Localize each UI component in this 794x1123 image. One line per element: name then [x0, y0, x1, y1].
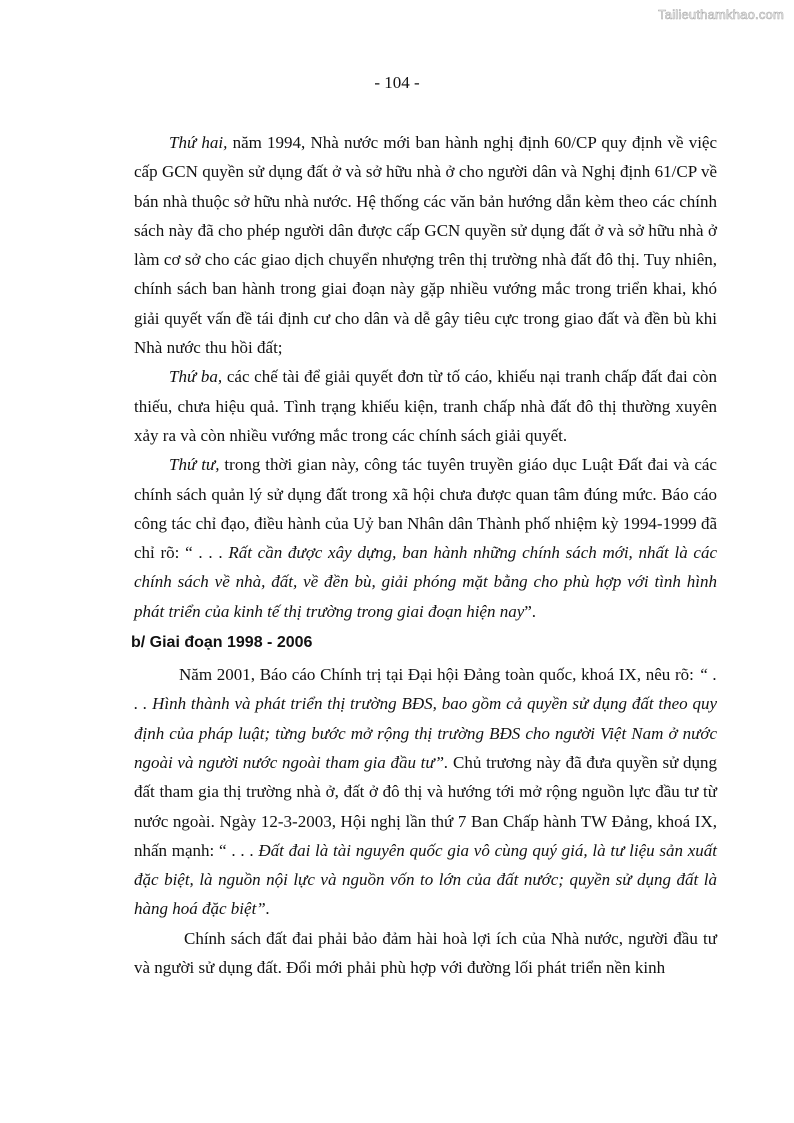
paragraph-nam-2001: [134, 660, 717, 924]
paragraph-lead: Thứ hai,: [169, 133, 228, 152]
paragraph-quote: Đất đai là tài nguyên quốc gia vô cùng quý giá, là tư liệu sản xuất đặc biệt, là nguồn nội lực và nguồn vốn to lớn của đất nước; quyền sử dụng đất là hàng hoá đặc biệt”.: [134, 840, 717, 919]
paragraph-thu-ba: [134, 362, 717, 450]
paragraph-chinh-sach: Chính sách đất đai phải bảo đảm hài hoà lợi ích của Nhà nước, người đầu tư và người sử dụng đất. Đổi mới phải phù hợp với đường lối phát triển nền kinh: [134, 928, 717, 978]
paragraph-text: ”.: [524, 601, 537, 621]
paragraph-text: các chế tài để giải quyết đơn từ tố cáo, khiếu nại tranh chấp đất đai còn thiếu, chưa hiệu quả. Tình trạng khiếu kiện, tranh chấp nhà đất đô thị thường xuyên xảy ra và còn nhiều vướng mắc trong các chính sách giải quyết.: [134, 367, 717, 445]
paragraph-lead: Thứ tư,: [169, 455, 220, 475]
watermark: Tailieuthamkhao.com: [658, 7, 784, 22]
paragraph-quote: Rất cần được xây dựng, ban hành những chính sách mới, nhất là các chính sách về nhà, đất, về đền bù, giải phóng mặt bằng cho phù hợp với tình hình phát triển của kinh tế thị trường trong giai đoạn hiện nay: [134, 543, 718, 621]
paragraph-text: trong thời gian này, công tác tuyên truyền giáo dục Luật Đất đai và các chính sách quản lý sử dụng đất trong xã hội chưa được quan tâm đúng mức. Báo cáo công tác chỉ đạo, điều hành của Uỷ ban Nhân dân Thành phố nhiệm kỳ 1994-1999 đã chỉ rõ: “ . . .: [134, 455, 717, 563]
paragraph-thu-tu: [134, 450, 717, 626]
paragraph-lead: Thứ ba,: [169, 367, 223, 387]
page-number: - 104 -: [374, 73, 420, 92]
paragraph-text: Năm 2001, Báo cáo Chính trị tại Đại hội Đảng toàn quốc, khoá IX, nêu rõ:: [179, 665, 699, 685]
paragraph-text: Chủ trương này đã đưa quyền sử dụng đất tham gia thị trường nhà ở, đất ở đô thị và hướng tới mở rộng nguồn lực đầu tư từ nước ngoài. Ngày 12-3-2003, Hội nghị lần thứ 7 Ban Chấp hành TW Đảng, khoá IX, nhấn mạnh: “ . . .: [134, 752, 717, 860]
paragraph-quote: “ . . . Hình thành và phát triển thị trường BĐS, bao gồm cả quyền sử dụng đất theo quy định của pháp luật; từng bước mở rộng thị trường BĐS cho người Việt Nam ở nước ngoài và người nước ngoài tham gia đầu tư”.: [134, 665, 717, 772]
paragraph-thu-hai: [134, 128, 717, 362]
document-body: [131, 128, 718, 982]
paragraph-text: năm 1994, Nhà nước mới ban hành nghị định 60/CP quy định về việc cấp GCN quyền sử dụng đất ở và sở hữu nhà ở cho người dân và Nghị định 61/CP về bán nhà thuộc sở hữu nhà nước. Hệ thống các văn bản hướng dẫn kèm theo các chính sách này đã cho phép người dân được cấp GCN quyền sử dụng đất ở và sở hữu nhà ở làm cơ sở cho các giao dịch chuyển nhượng trên thị trường nhà đất đô thị. Tuy nhiên, chính sách ban hành trong giai đoạn này gặp nhiều vướng mắc trong triển khai, khó giải quyết vấn đề tái định cư cho dân và dễ gây tiêu cực trong giao đất và đền bù khi Nhà nước thu hồi đất;: [134, 133, 718, 358]
section-heading: b/ Giai đoạn 1998 - 2006: [131, 634, 313, 652]
